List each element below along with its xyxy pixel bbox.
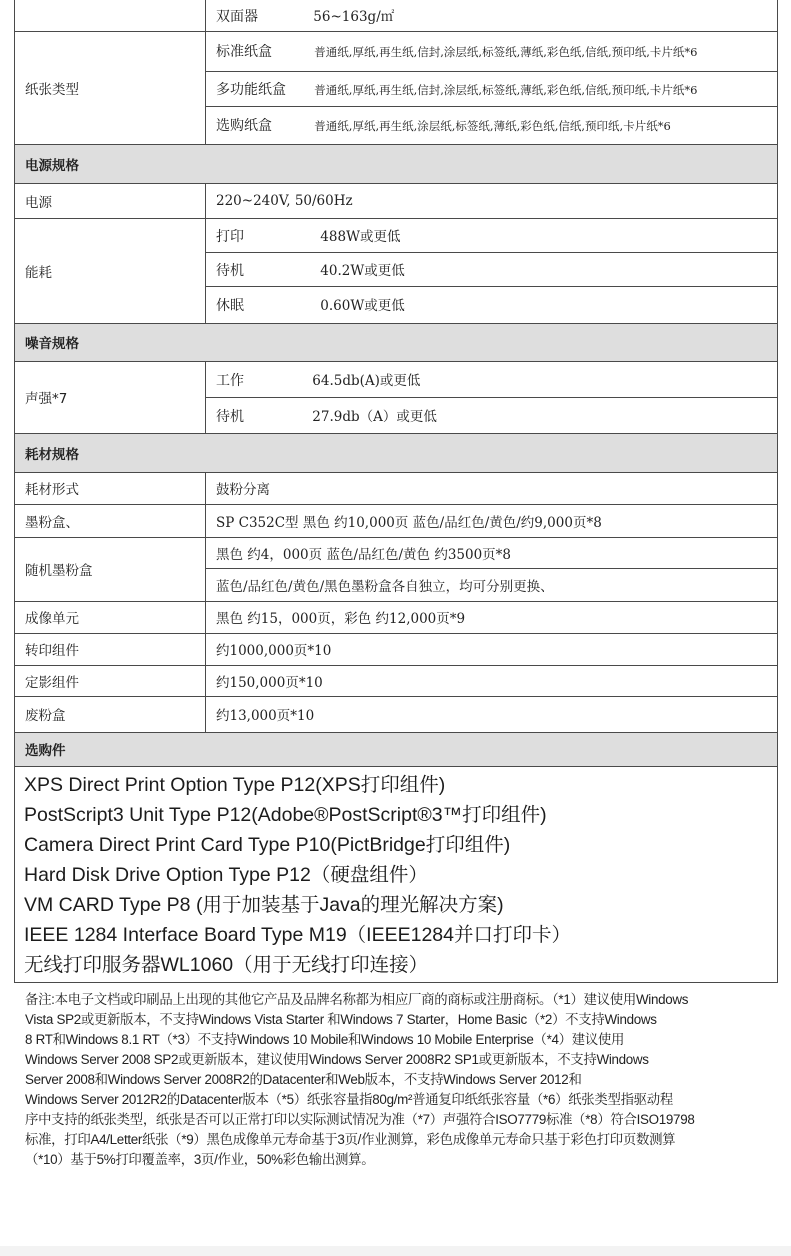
multi-tray-value: 普通纸,厚纸,再生纸,信封,涂层纸,标签纸,薄纸,彩色纸,信纸,预印纸,卡片纸*6 [314, 82, 698, 97]
option-item: Hard Disk Drive Option Type P12（硬盘组件） [24, 863, 428, 886]
print-mode-label: 打印 [216, 228, 244, 245]
form-label: 耗材形式 [15, 472, 206, 504]
optional-tray-value: 普通纸,厚纸,再生纸,涂层纸,标签纸,薄纸,彩色纸,信纸,预印纸,卡片纸*6 [314, 119, 671, 133]
option-item: Camera Direct Print Card Type P10(PictBridge打印组件) [24, 833, 511, 856]
transfer-label: 转印组件 [15, 633, 206, 665]
print-mode-value: 488W或更低 [320, 228, 401, 245]
consumption-sleep [206, 286, 778, 323]
power-supply-label: 电源 [15, 183, 206, 218]
footnote-line: Windows Server 2008 SP2或更新版本，建议使用Windows Server 2008R2 SP1或更新版本，不支持Windows [25, 1052, 649, 1067]
consumption-row [15, 218, 778, 252]
form-value: 鼓粉分离 [206, 472, 778, 504]
page-footer-band [0, 1246, 791, 1256]
power-supply-row [15, 183, 778, 218]
noise-row [15, 361, 778, 397]
transfer-value: 约1000,000页*10 [206, 633, 778, 665]
duplex-group-cell [15, 0, 206, 31]
consumable-row [15, 504, 778, 537]
imaging-value: 黑色 约15，000页，彩色 约12,000页*9 [206, 601, 778, 633]
option-item: PostScript3 Unit Type P12(Adobe®PostScript®3™打印组件) [24, 803, 547, 826]
duplex-cell [206, 0, 778, 31]
paper-type-label: 纸张类型 [15, 31, 206, 144]
option-item: XPS Direct Print Option Type P12(XPS打印组件) [24, 773, 446, 796]
bundled-toner-note: 蓝色/品红色/黄色/黑色墨粉盒各自独立，均可分别更换、 [206, 568, 778, 601]
option-item: VM CARD Type P8 (用于加装基于Java的理光解决方案) [24, 893, 504, 916]
sleep-mode-value: 0.60W或更低 [320, 298, 405, 314]
fuser-label: 定影组件 [15, 665, 206, 696]
spec-table [14, 0, 778, 767]
duplex-row [15, 0, 778, 31]
section-header [15, 323, 778, 361]
consumables-section-title: 耗材规格 [15, 433, 778, 472]
bundled-toner-yield: 黑色 约4，000页 蓝色/品红色/黄色 约3500页*8 [206, 537, 778, 568]
duplex-value: 56~163g/㎡ [313, 8, 395, 25]
option-item: 无线打印服务器WL1060（用于无线打印连接） [24, 953, 429, 976]
optional-tray-label: 选购纸盒 [216, 118, 272, 134]
standby-mode-value: 40.2W或更低 [320, 262, 405, 279]
working-label: 工作 [216, 372, 244, 389]
consumable-row [15, 665, 778, 696]
standard-tray-label: 标准纸盒 [216, 44, 272, 60]
standard-tray-value: 普通纸,厚纸,再生纸,信封,涂层纸,标签纸,薄纸,彩色纸,信纸,预印纸,卡片纸*6 [314, 45, 698, 59]
waste-label: 废粉盒 [15, 696, 206, 732]
consumable-row [15, 601, 778, 633]
consumable-row [15, 537, 778, 568]
consumption-print [206, 218, 778, 252]
consumable-row [15, 472, 778, 504]
footnote-line: 备注:本电子文档或印刷品上出现的其他它产品及品牌名称都为相应厂商的商标或注册商标。（*1）建议使用Windows [25, 992, 689, 1007]
footnote-line: Windows Server 2012R2的Datacenter版本（*5）纸张容量指80g/m²普通复印纸纸张容量（*6）纸张类型指驱动程 [25, 1092, 673, 1107]
options-list [14, 767, 778, 983]
paper-type-optional [206, 106, 778, 144]
noise-working [206, 361, 778, 397]
duplex-label: 双面器 [216, 8, 258, 25]
footnote-line: （*10）基于5%打印覆盖率，3页/作业，50%彩色输出测算。 [25, 1152, 375, 1167]
footnotes [25, 990, 765, 1170]
multi-tray-label: 多功能纸盒 [216, 81, 286, 98]
section-header [15, 433, 778, 472]
toner-label: 墨粉盒、 [15, 504, 206, 537]
footnote-line: Server 2008和Windows Server 2008R2的Datacenter和Web版本，不支持Windows Server 2012和 [25, 1072, 582, 1087]
section-header [15, 732, 778, 766]
noise-standby-label: 待机 [216, 408, 244, 425]
working-value: 64.5db(A)或更低 [312, 372, 421, 389]
noise-standby-value: 27.9db（A）或更低 [312, 408, 437, 425]
bundled-toner-label: 随机墨粉盒 [15, 537, 206, 601]
spec-sheet [14, 0, 778, 983]
footnote-line: 序中支持的纸张类型，纸张是否可以正常打印以实际测试情况为准（*7）声强符合ISO7779标准（*8）符合ISO19798 [25, 1112, 695, 1127]
imaging-label: 成像单元 [15, 601, 206, 633]
toner-value: SP C352C型 黑色 约10,000页 蓝色/品红色/黄色/约9,000页*8 [206, 504, 778, 537]
consumption-standby [206, 252, 778, 286]
consumption-label: 能耗 [15, 218, 206, 323]
section-header [15, 144, 778, 183]
options-section-title: 选购件 [15, 732, 778, 766]
waste-value: 约13,000页*10 [206, 696, 778, 732]
footnote-line: 标准，打印A4/Letter纸张（*9）黑色成像单元寿命基于3页/作业测算，彩色成像单元寿命只基于彩色打印页数测算 [25, 1132, 676, 1147]
sleep-mode-label: 休眠 [216, 298, 244, 314]
fuser-value: 约150,000页*10 [206, 665, 778, 696]
paper-type-multi [206, 71, 778, 106]
power-supply-value: 220~240V, 50/60Hz [206, 183, 778, 218]
consumable-row [15, 633, 778, 665]
paper-type-row [15, 31, 778, 71]
noise-section-title: 噪音规格 [15, 323, 778, 361]
standby-mode-label: 待机 [216, 262, 244, 279]
power-section-title: 电源规格 [15, 144, 778, 183]
option-item: IEEE 1284 Interface Board Type M19（IEEE1284并口打印卡） [24, 923, 571, 946]
footnote-line: Vista SP2或更新版本，不支持Windows Vista Starter 和Windows 7 Starter，Home Basic（*2）不支持Windows [25, 1012, 657, 1027]
paper-type-standard [206, 31, 778, 71]
noise-label: 声强*7 [15, 361, 206, 433]
noise-standby [206, 397, 778, 433]
footnote-line: 8 RT和Windows 8.1 RT（*3）不支持Windows 10 Mobile和Windows 10 Mobile Enterprise（*4）建议使用 [25, 1032, 625, 1047]
consumable-row [15, 696, 778, 732]
